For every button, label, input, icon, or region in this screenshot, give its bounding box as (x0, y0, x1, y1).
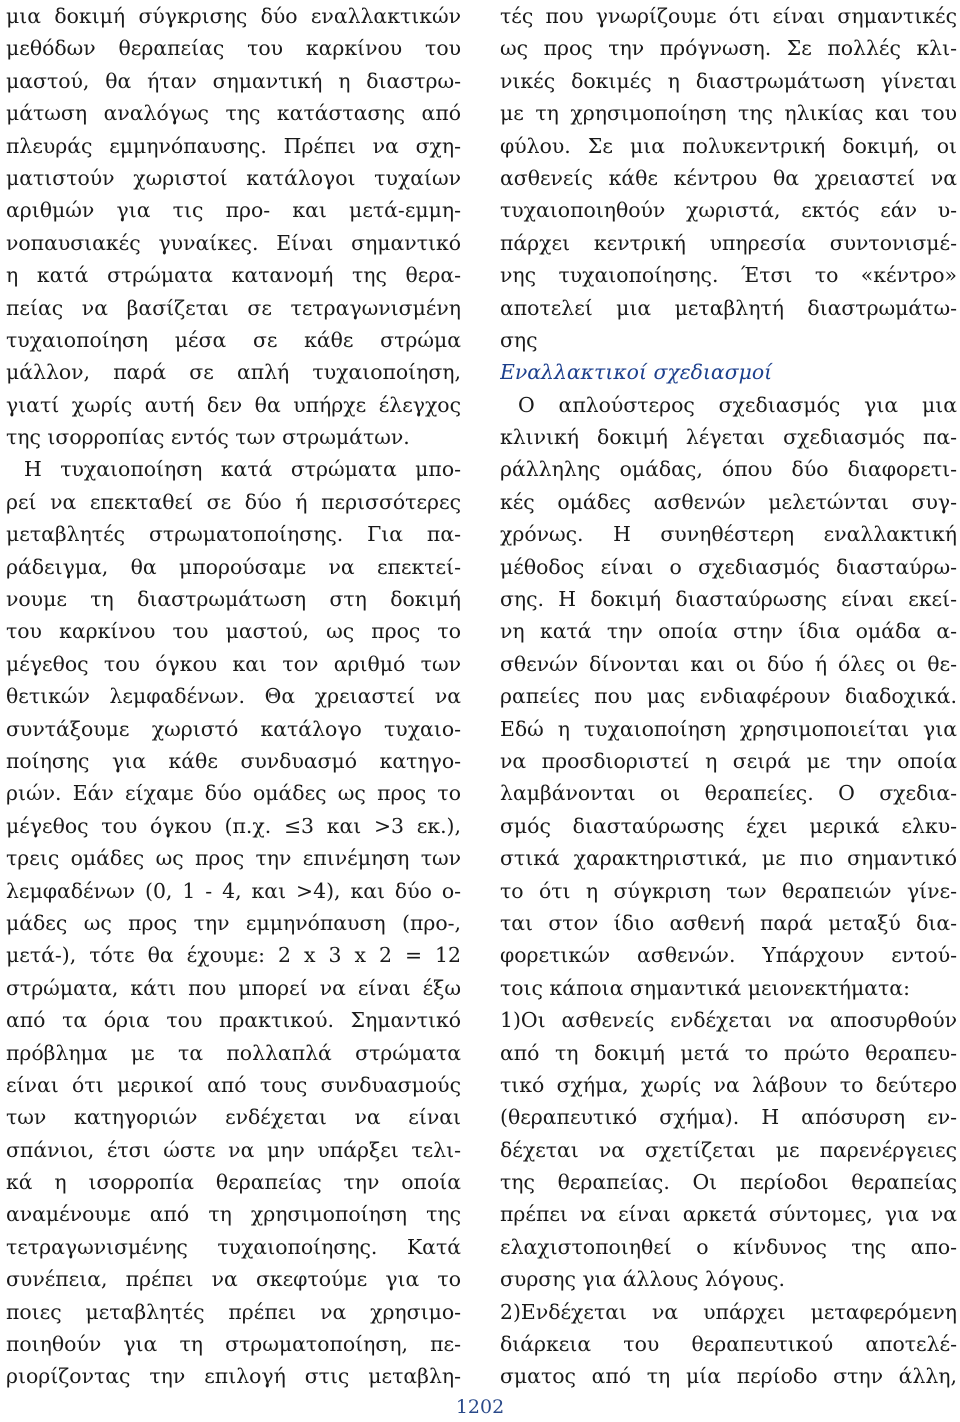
text-line: σπάνιοι, έτσι ώστε να μην υπάρξει τελι- (6, 1137, 461, 1162)
text-line: σματος από τη μία περίοδο στην άλλη, (500, 1364, 957, 1389)
text-line: λαμβάνονται οι θεραπείες. Ο σχεδια- (500, 781, 957, 806)
right-column (500, 0, 957, 1393)
text-line: από τα όρια του πρακτικού. Σημαντικό (6, 1008, 461, 1033)
text-line: ράλληλης ομάδας, όπου δύο διαφορετι- (500, 457, 957, 482)
text-line: συνέπεια, πρέπει να σκεφτούμε για το (6, 1267, 461, 1292)
text-line: ασθενείς κάθε κέντρου θα χρειαστεί να (500, 165, 957, 190)
text-line: λεμφαδένων (0, 1 - 4, και >4), και δύο ο- (6, 878, 461, 903)
text-line: κές ομάδες ασθενών μελετώνται συγ- (500, 489, 957, 514)
text-line: το ότι η σύγκριση των θεραπειών γίνε- (500, 878, 957, 903)
text-line: τρεις ομάδες ως προς την επινέμηση των (6, 846, 461, 871)
text-line: ματιστούν χωριστοί κατάλογοι τυχαίων (6, 165, 461, 190)
text-line: ελαχιστοποιηθεί ο κίνδυνος της απο- (500, 1234, 957, 1259)
text-line: της θεραπείας. Οι περίοδοι θεραπείας (500, 1170, 957, 1195)
text-line: σης (500, 327, 538, 352)
text-line: ται στον ίδιο ασθενή παρά μεταξύ δια- (500, 910, 957, 935)
text-line: ριορίζοντας την επιλογή στις μεταβλη- (6, 1364, 461, 1389)
text-line: μεθόδων θεραπείας του καρκίνου του (6, 36, 461, 61)
text-line: μαστού, θα ήταν σημαντική η διαστρω- (6, 68, 461, 93)
text-line: δέχεται να σχετίζεται με παρενέργειες (500, 1137, 957, 1162)
text-line: με τη χρησιμοποίηση της ηλικίας και του (500, 101, 957, 126)
left-column (6, 0, 461, 1393)
text-line: μετά-), τότε θα έχουμε: 2 x 3 x 2 = 12 (6, 943, 461, 968)
text-line: η κατά στρώματα κατανομή της θερα- (6, 263, 461, 288)
text-line: μέγεθος του όγκου (π.χ. ≤3 και >3 εκ.), (6, 813, 461, 838)
text-line: να προσδιοριστεί η σειρά με την οποία (500, 748, 957, 773)
text-line: διάρκεια του θεραπευτικού αποτελέ- (500, 1332, 957, 1357)
text-line: Η τυχαιοποίηση κατά στρώματα μπο- (24, 457, 461, 482)
text-line: πλευράς εμμηνόπαυσης. Πρέπει να σχη- (6, 133, 461, 158)
text-line: θετικών λεμφαδένων. Θα χρειαστεί να (6, 684, 461, 709)
text-line: τετραγωνισμένης τυχαιοποίησης. Κατά (6, 1234, 461, 1259)
text-line: της ισορροπίας εντός των στρωμάτων. (6, 425, 410, 450)
text-line: μάλλον, παρά σε απλή τυχαιοποίηση, (6, 360, 461, 385)
text-line: ρεί να επεκταθεί σε δύο ή περισσότερες (6, 489, 461, 514)
text-line: φύλου. Σε μια πολυκεντρική δοκιμή, οι (500, 133, 957, 158)
text-line: πρόβλημα με τα πολλαπλά στρώματα (6, 1040, 461, 1065)
page-number: 1202 (455, 1396, 505, 1418)
text-line: μεταβλητές στρωματοποίησης. Για πα- (6, 522, 461, 547)
text-line: τοις κάποια σημαντικά μειονεκτήματα: (500, 975, 910, 1000)
text-line: ραπείες που μας ενδιαφέρουν διαδοχικά. (500, 684, 957, 709)
text-line: χρόνως. Η συνηθέστερη εναλλακτική (500, 522, 957, 547)
text-line: νης τυχαιοποίησης. Έτσι το «κέντρο» (500, 263, 957, 288)
text-line: μάτωση αναλόγως της κατάστασης από (6, 101, 461, 126)
text-line: νοπαυσιακές γυναίκες. Είναι σημαντικό (6, 230, 461, 255)
text-line: ποιηθούν για τη στρωματοποίηση, πε- (6, 1332, 461, 1357)
text-line: σης. Η δοκιμή διασταύρωσης είναι εκεί- (500, 587, 957, 612)
text-line: νη κατά την οποία στην ίδια ομάδα α- (500, 619, 957, 644)
text-line: κά η ισορροπία θεραπείας την οποία (6, 1170, 461, 1195)
text-line: 1)Οι ασθενείς ενδέχεται να αποσυρθούν (500, 1008, 957, 1033)
text-line: γιατί χωρίς αυτή δεν θα υπήρχε έλεγχος (6, 392, 461, 417)
text-line: ως προς την πρόγνωση. Σε πολλές κλι- (500, 36, 957, 61)
text-line: τυχαιοποιηθούν χωριστά, εκτός εάν υ- (500, 198, 957, 223)
text-line: νουμε τη διαστρωμάτωση στη δοκιμή (6, 587, 461, 612)
text-line: ποίησης για κάθε συνδυασμό κατηγο- (6, 748, 461, 773)
text-line: των κατηγοριών ενδέχεται να είναι (6, 1105, 461, 1130)
text-line: του καρκίνου του μαστού, ως προς το (6, 619, 461, 644)
text-line: από τη δοκιμή μετά το πρώτο θεραπευ- (500, 1040, 957, 1065)
text-line: στρώματα, κάτι που μπορεί να είναι έξω (6, 975, 461, 1000)
text-line: αριθμών για τις προ- και μετά-εμμη- (6, 198, 461, 223)
text-line: μάδες ως προς την εμμηνόπαυση (προ-, (6, 910, 461, 935)
text-line: συρσης για άλλους λόγους. (500, 1267, 785, 1292)
text-line: σμός διασταύρωσης έχει μερικά ελκυ- (500, 813, 957, 838)
text-line: ποιες μεταβλητές πρέπει να χρησιμο- (6, 1299, 461, 1324)
text-line: ράδειγμα, θα μπορούσαμε να επεκτεί- (6, 554, 461, 579)
text-line: νικές δοκιμές η διαστρωμάτωση γίνεται (500, 68, 957, 93)
text-line: ριών. Εάν είχαμε δύο ομάδες ως προς το (6, 781, 461, 806)
text-line: (θεραπευτικό σχήμα). Η απόσυρση εν- (500, 1105, 957, 1130)
text-line: φορετικών ασθενών. Υπάρχουν εντού- (500, 943, 957, 968)
text-line: μέγεθος του όγκου και τον αριθμό των (6, 651, 461, 676)
text-line: πρέπει να είναι αρκετά σύντομες, για να (500, 1202, 957, 1227)
text-line: πάρχει κεντρική υπηρεσία συντονισμέ- (500, 230, 957, 255)
text-line: σθενών δίνονται και οι δύο ή όλες οι θε- (500, 651, 957, 676)
text-line: Ο απλούστερος σχεδιασμός για μια (518, 392, 957, 417)
text-line: αποτελεί μια μεταβλητή διαστρωμάτω- (500, 295, 957, 320)
text-line: αναμένουμε από τη χρησιμοποίηση της (6, 1202, 461, 1227)
text-line: Εδώ η τυχαιοποίηση χρησιμοποιείται για (500, 716, 957, 741)
text-line: κλινική δοκιμή λέγεται σχεδιασμός πα- (500, 425, 957, 450)
text-line: μια δοκιμή σύγκρισης δύο εναλλακτικών (6, 4, 461, 28)
text-line: μέθοδος είναι ο σχεδιασμός διασταύρω- (500, 554, 957, 579)
text-line: συντάξουμε χωριστό κατάλογο τυχαιο- (6, 716, 461, 741)
text-line: 2)Ενδέχεται να υπάρχει μεταφερόμενη (500, 1299, 957, 1324)
text-line: στικά χαρακτηριστικά, με πιο σημαντικό (500, 846, 957, 871)
text-line: τικό σχήμα, χωρίς να λάβουν το δεύτερο (500, 1072, 957, 1097)
text-line: τές που γνωρίζουμε ότι είναι σημαντικές (500, 4, 957, 28)
text-line: πείας να βασίζεται σε τετραγωνισμένη (6, 295, 461, 320)
text-line: τυχαιοποίηση μέσα σε κάθε στρώμα (6, 327, 461, 352)
section-heading: Εναλλακτικοί σχεδιασμοί (500, 360, 773, 385)
text-line: είναι ότι μερικοί από τους συνδυασμούς (6, 1072, 461, 1097)
